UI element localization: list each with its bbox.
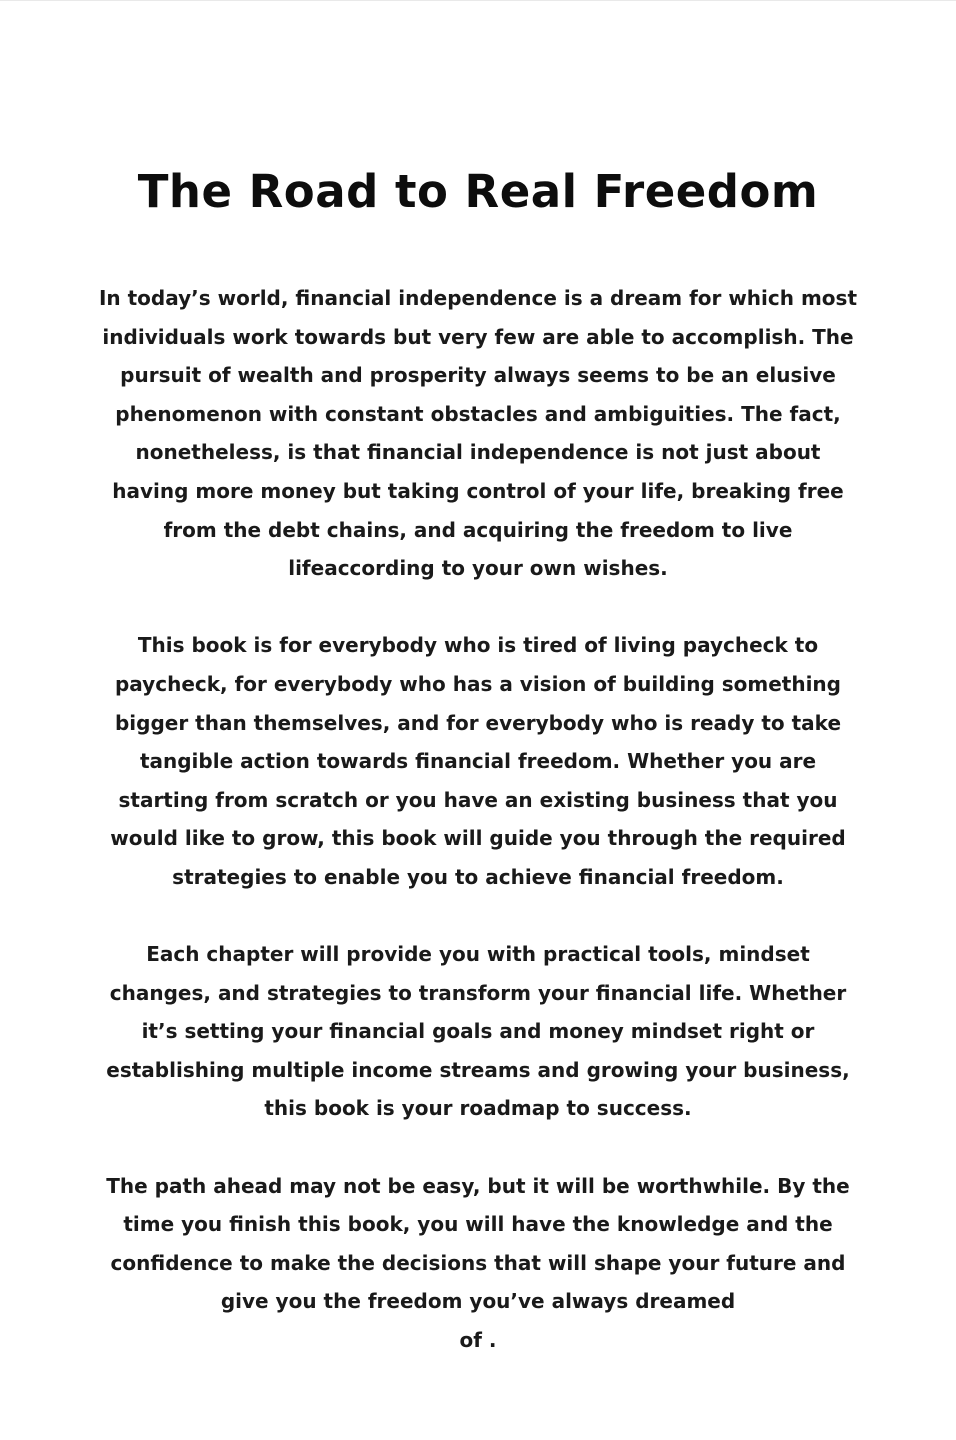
text-line: having more money but taking control of your life, breaking free (112, 478, 844, 503)
paragraph-intro (90, 279, 866, 588)
text-line: This book is for everybody who is tired of living paycheck to (137, 633, 819, 658)
text-line: pursuit of wealth and prosperity always seems to be an elusive (120, 363, 836, 388)
text-line: of . (459, 1328, 497, 1353)
text-line: bigger than themselves, and for everybody who is ready to take (114, 710, 842, 735)
text-line: this book is your roadmap to success. (264, 1096, 692, 1121)
text-line: establishing multiple income streams and growing your business, (106, 1057, 850, 1082)
text-line: paycheck, for everybody who has a vision of building something (114, 671, 841, 696)
text-line: give you the freedom you’ve always dreamed (220, 1289, 736, 1314)
paragraph-closing (90, 1167, 866, 1360)
text-line: In today’s world, financial independence is a dream for which most (98, 286, 858, 310)
text-line: tangible action towards financial freedom. Whether you are (139, 749, 817, 774)
text-line: Each chapter will provide you with practical tools, mindset (146, 942, 810, 967)
page-title: The Road to Real Freedom (137, 165, 819, 218)
text-line: individuals work towards but very few are able to accomplish. The (102, 324, 854, 349)
text-line: starting from scratch or you have an existing business that you (118, 787, 838, 812)
text-line: confidence to make the decisions that will shape your future and (110, 1250, 846, 1275)
text-line: would like to grow, this book will guide you through the required (110, 826, 846, 851)
text-line: it’s setting your financial goals and money mindset right or (141, 1019, 815, 1044)
text-line: The path ahead may not be easy, but it will be worthwhile. By the (106, 1173, 850, 1198)
text-line: from the debt chains, and acquiring the freedom to live (163, 517, 793, 542)
text-line: phenomenon with constant obstacles and ambiguities. The fact, (115, 401, 841, 426)
text-line: changes, and strategies to transform your financial life. Whether (109, 980, 847, 1005)
text-line: time you finish this book, you will have the knowledge and the (123, 1212, 833, 1237)
paragraph-chapters (90, 935, 866, 1128)
text-line: lifeaccording to your own wishes. (288, 556, 668, 581)
text-line: nonetheless, is that financial independence is not just about (135, 440, 821, 465)
paragraph-audience (90, 626, 866, 896)
text-line: strategies to enable you to achieve financial freedom. (172, 864, 784, 889)
body-text (90, 279, 866, 1398)
